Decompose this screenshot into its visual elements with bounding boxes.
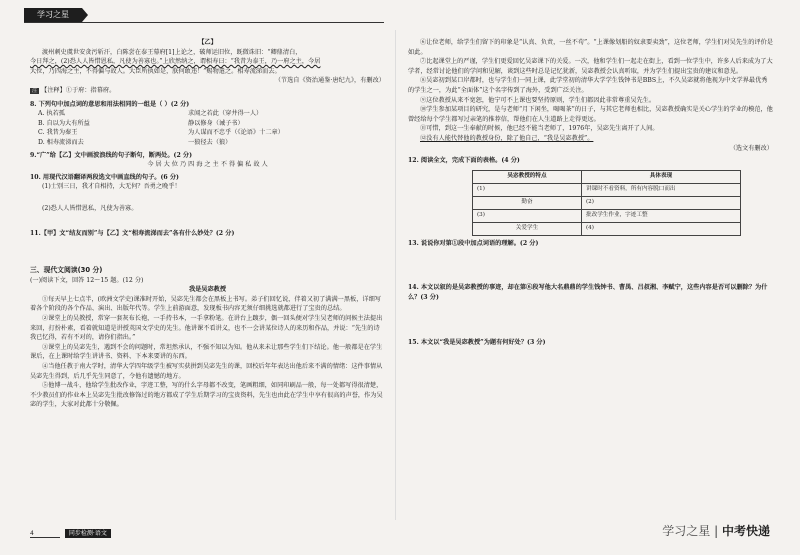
q8-option[interactable]: B. 自以为大有所益: [38, 119, 90, 127]
article-para: ②课堂上的吴教授，常穿一套灰布长袍，一手持书本，一手拿粉笔。在讲台上踱步，偶一回头便对学生吴老师的问候主法提出来回，打扮朴素，看着就知道是讲授英国文学史的先生。他讲课不看讲义，也不一会讲某位诗人的来历和作品，并说：“先生的诗我已忆得，若有不对的，请你们指出。”: [30, 315, 383, 342]
table-header-row: [473, 170, 741, 183]
q8-option-ref: 为人谋而不忠乎（《论语》十二章）: [188, 129, 284, 137]
article-para: ⑤他博一战斗，他给学生批改作业，字迹工整，写的什么字母都不改变，笔画粗细，如同印刷品一般，每一处都写得很清楚，不少教员们的作业本上吴宓先生批改修饰过的地方都成了学生后期学习的宝贵资料，先生也由此在学生中享有很高的声誉，作为吴宓的学生，大家对此都十分敬佩。: [30, 382, 383, 409]
passage-source: （节选自《资治通鉴·唐纪九》，有删改）: [274, 77, 385, 85]
table-header: 吴宓教授的特点: [473, 170, 582, 183]
article-para-underlined: ⑫没有人能代替他的教授身份，除了他自己，“我是吴宓教授”。: [420, 134, 594, 142]
article-para: [408, 134, 773, 144]
table-row: [473, 222, 741, 235]
left-column: [30, 38, 385, 410]
footer-tag: 同步检测·语文: [65, 529, 111, 538]
section-3-sub: (一)阅读下文，回答 12～15 题。(12 分): [30, 276, 144, 284]
q8-option[interactable]: D. 相寿流涕而去: [38, 138, 84, 146]
table-cell: 勤奋: [473, 196, 582, 209]
q8-option[interactable]: A. 执若孤: [38, 110, 65, 118]
column-divider: [395, 30, 396, 520]
answer-space[interactable]: [30, 214, 385, 226]
article-para: ⑪可惜，到这一生奉献的时候，他已经不能当老师了，1976年，吴宓先生离开了人间。: [420, 125, 659, 133]
article-para: ⑧吴宓初到某口岸都时，也与学生们一同上课，此学堂初的清华大学学生钱钟书是BBS上，不久吴宓就将他视为中文学界最优秀的学生之一，为此“全面体”这个名字传到了海外，受到广泛关注。: [408, 77, 768, 94]
q10-item-1: (1)士别三日，我才自相持，大无何？吾勇之晚乎！: [42, 183, 181, 191]
answer-space[interactable]: [30, 192, 385, 204]
table-row: [473, 209, 741, 222]
table-cell[interactable]: (1): [473, 183, 582, 196]
article-para: ⑥让位老师，给学生们留下的印象是“认真、负责，一丝不苟”。“上课像划船的奴隶要卖劲”，这位老师，学生们对吴先生的评价是如此。: [408, 39, 773, 56]
question-8: 8. 下列句中加点词的意思和用法相同的一组是（ ）(2 分): [30, 100, 190, 108]
q8-option-ref: 一狼径去（狼）: [188, 138, 232, 146]
answer-space[interactable]: [408, 303, 773, 335]
passage-line: 大位，乃四海之主，不得偏与故人。大臣所执如是，朕何敢违！”赐物遣之。相寿流涕而去。: [30, 67, 281, 75]
passage-note: [30, 86, 385, 97]
table-header: 具体表现: [582, 170, 741, 183]
table-cell[interactable]: (3): [473, 209, 582, 222]
q8-options: [30, 109, 385, 147]
passage-title: 【乙】: [198, 39, 217, 46]
question-10: 10. 用现代汉语翻译两段选文中画直线的句子。(6 分): [30, 173, 179, 181]
note-tag-icon: 注: [32, 87, 38, 94]
table-cell: 讲课时不看资料，所有内容脱口而出: [582, 183, 741, 196]
table-cell: 关爱学生: [473, 222, 582, 235]
table-row: [473, 183, 741, 196]
question-11: 11.【甲】文“结友而别”与【乙】文“相寿流涕而去”各有什么妙处？(2 分): [30, 229, 235, 237]
answer-space[interactable]: [408, 248, 773, 280]
table-cell: 批改学生作业，字迹工整: [582, 209, 741, 222]
q8-option-ref: 静以修身（诫子书）: [188, 119, 244, 127]
passage-line-underlined: 今日拜之，(2)恐人人皆惜恩私，凡使为善寡也。”上欣然纳之，谓相寿曰：“我昔为泰王，乃一府之主，今居: [30, 58, 321, 66]
question-15: 15. 本文以“我是吴宓教授”为题有何好处？(3 分): [408, 338, 546, 346]
q10-item-2: (2)恐人人皆惜恩私，凡使为善寡。: [42, 204, 138, 212]
article-title: 我是吴宓教授: [188, 286, 227, 294]
page-number: 4: [30, 530, 60, 538]
article-source: （选文有删改）: [729, 144, 773, 152]
table-row: [473, 196, 741, 209]
header-tab: 学习之星: [24, 8, 82, 22]
answer-space[interactable]: [30, 238, 385, 260]
footer-left: [30, 528, 111, 538]
note-text: 【注释】①于府：指幕府。: [41, 86, 116, 94]
brand-name-bold: 中考快递: [721, 524, 770, 538]
table-cell[interactable]: (4): [582, 222, 741, 235]
q12-table: [472, 170, 741, 236]
q8-option[interactable]: C. 我昔为秦王: [38, 129, 78, 137]
header-line: [24, 22, 384, 23]
question-14: 14. 本文以叙的是吴宓教授的事迹，却在第⑥段写他大名鼎鼎的学生钱钟书、曹禺、吕叔湘、李赋宁，这些内容是否可以删除？为什么？(3 分): [408, 284, 768, 301]
article-para: ③课堂上的吴宓先生，遇到不会的问题时，常坦然承认，不强不知以为知。他从来未让那些学生们下结论。他一般都是在学生课后，在上课时给学生讲讲书、资料、下本来要讲的东西。: [30, 343, 383, 361]
brand-name: 学习之星: [662, 524, 711, 538]
section-3-heading: 三、现代文阅读(30 分): [30, 266, 103, 275]
right-column: [408, 38, 773, 347]
table-cell[interactable]: (2): [582, 196, 741, 209]
article-para: ⑩学生参加某项目的研究，是与老师“月下闲坐，喝喝茶”的日子，与其它老师也相比，吴宓教授确实是关心学生的学业的模范，他曾经给每个学生都写过亲笔的推荐信，帮他们在人生道路上走得更远。: [408, 106, 773, 123]
q8-option-ref: 求闻之若此（穿井得一人）: [188, 110, 263, 118]
article-para: ①每天早上七点半，(欧洲文学史)课准时开始，吴宓先生都会在黑板上书写。弟子们回忆说，伴着又初了满满一黑板，详细写着各个阶段的各个作品、演出、出版年代等。学生上前游面意，发现板书内容无须仔细挑选就都进行了宝贵的总结。: [30, 295, 381, 313]
question-12: 12. 阅读全文，完成下面的表格。(4 分): [408, 157, 520, 165]
article-para: ⑨这位教授从来不宽恕，他宁可不上课也要坚持原则，学生们都因此非常尊重吴先生。: [420, 96, 656, 104]
question-9: 9.“广”给【乙】文中画波浪线的句子断句，断两处。(2 分): [30, 151, 193, 159]
article-para: ④当他任教于南大学时，清华大学四年级学生被写实获拼到吴宓先生的课，回校后年年表达出他后来不满的情绪：这件事情从吴宓先生得到，后几乎先生同意了，令他有遗憾的地方。: [30, 363, 383, 380]
q9-sentence[interactable]: 今 居 大 位 乃 四 海 之 主 不 得 偏 私 故 人: [147, 161, 268, 169]
article-para: ⑦比起课堂上的严谨，学生们更爱回忆吴宓课下的关爱。一次，他和学生们一起走在街上，看到一位学生中，许多人后来成为了大学者，经常讨论他们的学问和见解，谈到这些时总是记忆犹新，吴宓教授会认真听取，并为学生们提出宝贵的建议和意见。: [408, 58, 773, 75]
footer-brand: 学习之星 | 中考快递: [662, 524, 770, 538]
question-13: 13. 说说你对第①段中加点词语的理解。(2 分): [408, 239, 539, 247]
passage-line: 渡州刺史虞世安贪污斩汗，白陈尝在泰王幕府[1]上论之，破师运旧位，既微诛旧：“卿鼎清白，: [42, 48, 302, 56]
passage-line: [30, 57, 385, 67]
